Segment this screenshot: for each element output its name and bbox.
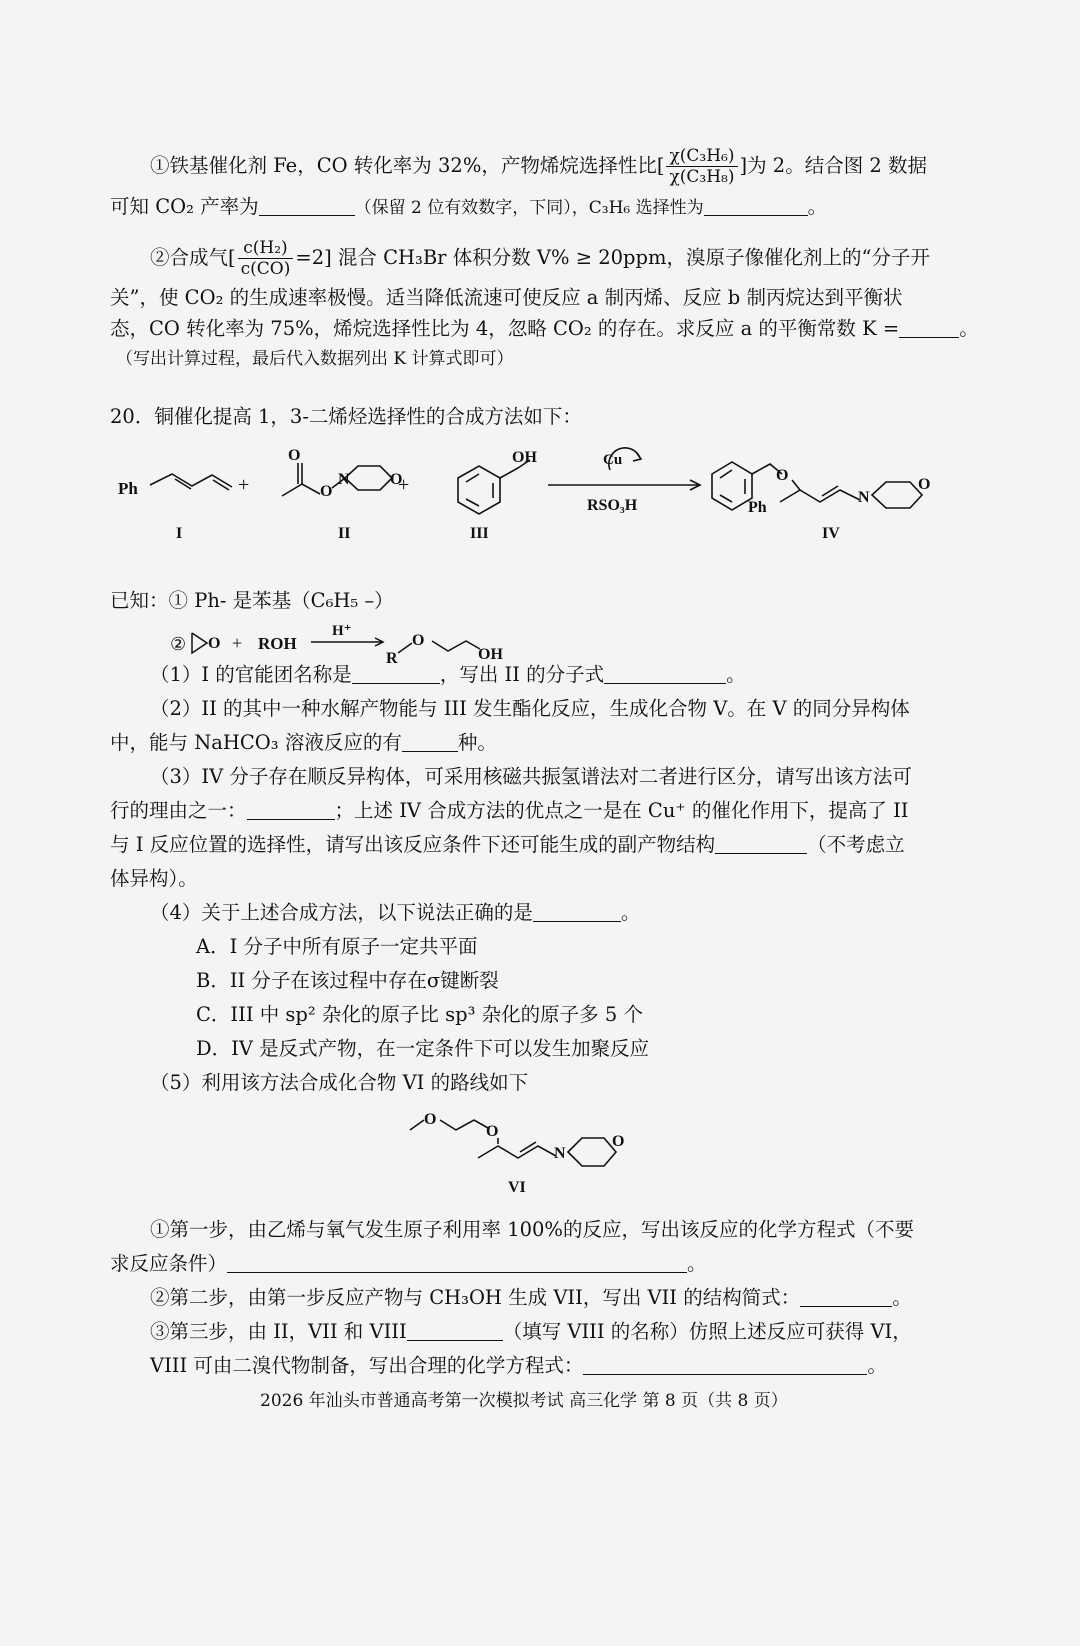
oh-label: OH bbox=[478, 646, 503, 663]
compound-VI-structure bbox=[0, 1100, 1080, 1200]
ph-label: Ph bbox=[748, 499, 767, 516]
compound-label-IV: IV bbox=[822, 525, 840, 542]
oh-label: OH bbox=[512, 449, 537, 466]
q20-s5-step2: ②第二步，由第一步反应产物与 CH₃OH 生成 VII，写出 VII 的结构简式： 。 bbox=[150, 1286, 912, 1309]
answer-blank-formula[interactable] bbox=[604, 663, 726, 684]
q19-p1-line2: 可知 CO₂ 产率为 （保留 2 位有效数字，下同），C₃H₆ 选择性为 。 bbox=[110, 195, 828, 218]
compound-III-structure bbox=[458, 460, 530, 514]
answer-blank-vii-structure[interactable] bbox=[800, 1286, 892, 1307]
q20-s2-line2: 中，能与 NaHCO₃ 溶液反应的有 种。 bbox=[110, 731, 497, 754]
ether-o-label: O bbox=[412, 632, 425, 649]
q19-p2-line3: 态，CO 转化率为 75%，烯烷选择性比为 4，忽略 CO₂ 的存在。求反应 a 的平衡常数 K = 。 bbox=[110, 317, 979, 340]
option-c: C．III 中 sp² 杂化的原子比 sp³ 杂化的原子多 5 个 bbox=[196, 1003, 643, 1026]
carbonyl-o-label: O bbox=[288, 447, 301, 464]
q19-p2-line2: 关”，使 CO₂ 的生成速率极慢。适当降低流速可使反应 a 制丙烯、反应 b 制丙烷达到平衡状 bbox=[110, 286, 903, 309]
epoxide-ring bbox=[192, 633, 207, 653]
reaction-scheme bbox=[0, 440, 1080, 550]
answer-blank-equation-1[interactable] bbox=[227, 1252, 687, 1273]
ester-o-label: O bbox=[320, 483, 333, 500]
q19-p1-line1: ①铁基催化剂 Fe，CO 转化率为 32%，产物烯烷选择性比[ $\frac{\text{χ(C₃H₆)}}{\text{χ(C₃H₈)}}$ ]为 2。结合图 2 数据 bbox=[150, 146, 928, 187]
q20-s3-line4: 体异构）。 bbox=[110, 867, 198, 890]
answer-blank-viii-name[interactable] bbox=[407, 1320, 503, 1341]
q20-s3-line3: 与 I 反应位置的选择性，请写出该反应条件下还可能生成的副产物结构 （不考虑立 bbox=[110, 833, 905, 856]
morpholine-o-label: O bbox=[612, 1133, 625, 1150]
answer-blank-equation-2[interactable] bbox=[583, 1354, 867, 1375]
ether-o-label: O bbox=[776, 467, 789, 484]
option-d: D．IV 是反式产物，在一定条件下可以发生加聚反应 bbox=[196, 1037, 650, 1060]
cu-catalyst-label: Cu bbox=[603, 452, 623, 468]
compound-label-III: III bbox=[470, 525, 489, 542]
q20-s5-step1-line2: 求反应条件） 。 bbox=[110, 1252, 707, 1275]
q20-s5-step3-line2: VIII 可由二溴代物制备，写出合理的化学方程式： 。 bbox=[150, 1354, 887, 1377]
morpholine-o-label: O bbox=[918, 476, 931, 493]
compound-I-structure bbox=[150, 474, 232, 490]
q20-s4-stem: （4）关于上述合成方法，以下说法正确的是 。 bbox=[150, 901, 641, 924]
q19-p1-pre: ①铁基催化剂 Fe，CO 转化率为 32%，产物烯烷选择性比 bbox=[150, 154, 657, 177]
answer-blank-byproduct[interactable] bbox=[715, 833, 807, 854]
plus-sign: + bbox=[398, 474, 410, 496]
roh-label: ROH bbox=[258, 634, 297, 653]
ph-label: Ph bbox=[118, 479, 138, 498]
answer-blank-choice[interactable] bbox=[533, 901, 621, 922]
compound-label-I: I bbox=[176, 525, 183, 542]
n-label: N bbox=[858, 489, 870, 506]
plus-sign: + bbox=[238, 474, 250, 496]
q20-s3-line1: （3）IV 分子存在顺反异构体，可采用核磁共振氢谱法对二者进行区分，请写出该方法可 bbox=[150, 765, 912, 788]
answer-blank-k[interactable] bbox=[899, 317, 959, 338]
compound-label-II: II bbox=[338, 525, 351, 542]
ether-o-label: O bbox=[486, 1123, 499, 1140]
q20-title: 20．铜催化提高 1，3-二烯烃选择性的合成方法如下： bbox=[110, 405, 582, 428]
option-b: B．II 分子在该过程中存在σ键断裂 bbox=[196, 969, 499, 992]
selectivity-fraction: $\frac{\text{χ(C₃H₆)}}{\text{χ(C₃H₈)}}$ bbox=[666, 146, 737, 187]
option-a: A．I 分子中所有原子一定共平面 bbox=[196, 935, 478, 958]
q20-s2-line1: （2）II 的其中一种水解产物能与 III 发生酯化反应，生成化合物 V。在 V 的同分异构体 bbox=[150, 697, 910, 720]
q20-s5-stem: （5）利用该方法合成化合物 VI 的路线如下 bbox=[150, 1071, 529, 1094]
answer-blank-isomer-count[interactable] bbox=[402, 731, 458, 752]
circled-2: ② bbox=[170, 634, 187, 654]
plus-sign: + bbox=[232, 633, 243, 653]
compound-IV-structure bbox=[712, 462, 922, 510]
r-label: R bbox=[386, 650, 398, 667]
n-label: N bbox=[554, 1145, 566, 1162]
morpholine-o-label: O bbox=[390, 471, 403, 488]
q20-s5-step1-line1: ①第一步，由乙烯与氧气发生原子利用率 100%的反应，写出该反应的化学方程式（不要 bbox=[150, 1218, 914, 1241]
q20-s3-line2: 行的理由之一： ；上述 IV 合成方法的优点之一是在 Cu⁺ 的催化作用下，提高了 II bbox=[110, 799, 909, 822]
q19-p2-line1: ②合成气[ $\frac{\text{c(H₂)}}{c(CO)}$ =2] 混合 CH₃Br 体积分数 V% ≥ 20ppm，溴原子像催化剂上的“分子开 bbox=[150, 238, 930, 279]
epoxide-o-label: O bbox=[208, 635, 221, 652]
page-footer: 2026 年汕头市普通高考第一次模拟考试 高三化学 第 8 页（共 8 页） bbox=[260, 1391, 788, 1411]
answer-blank-c3h6-selectivity[interactable] bbox=[704, 195, 808, 216]
compound-II-structure bbox=[282, 463, 392, 496]
acid-catalyst-label: H⁺ bbox=[332, 623, 352, 639]
known-1: 已知：① Ph- 是苯基（C₆H₅ –） bbox=[110, 589, 394, 612]
answer-blank-nmr-reason[interactable] bbox=[247, 799, 335, 820]
compound-label-VI: VI bbox=[508, 1179, 526, 1196]
answer-blank-co2-yield[interactable] bbox=[259, 195, 355, 216]
methoxy-o-label: O bbox=[424, 1111, 437, 1128]
q19-p2-line4: （写出计算过程，最后代入数据列出 K 计算式即可） bbox=[116, 349, 514, 369]
q20-s5-step3-line1: ③第三步，由 II，VII 和 VIII （填写 VIII 的名称）仿照上述反应可获得 VI， bbox=[150, 1320, 912, 1343]
answer-blank-functional-group[interactable] bbox=[352, 663, 440, 684]
n-label: N bbox=[338, 471, 350, 488]
acid-label: RSO₃H bbox=[587, 497, 638, 514]
syngas-ratio-fraction: $\frac{\text{c(H₂)}}{c(CO)}$ bbox=[238, 238, 294, 279]
q20-s1: （1）I 的官能团名称是 ，写出 II 的分子式 。 bbox=[150, 663, 746, 686]
